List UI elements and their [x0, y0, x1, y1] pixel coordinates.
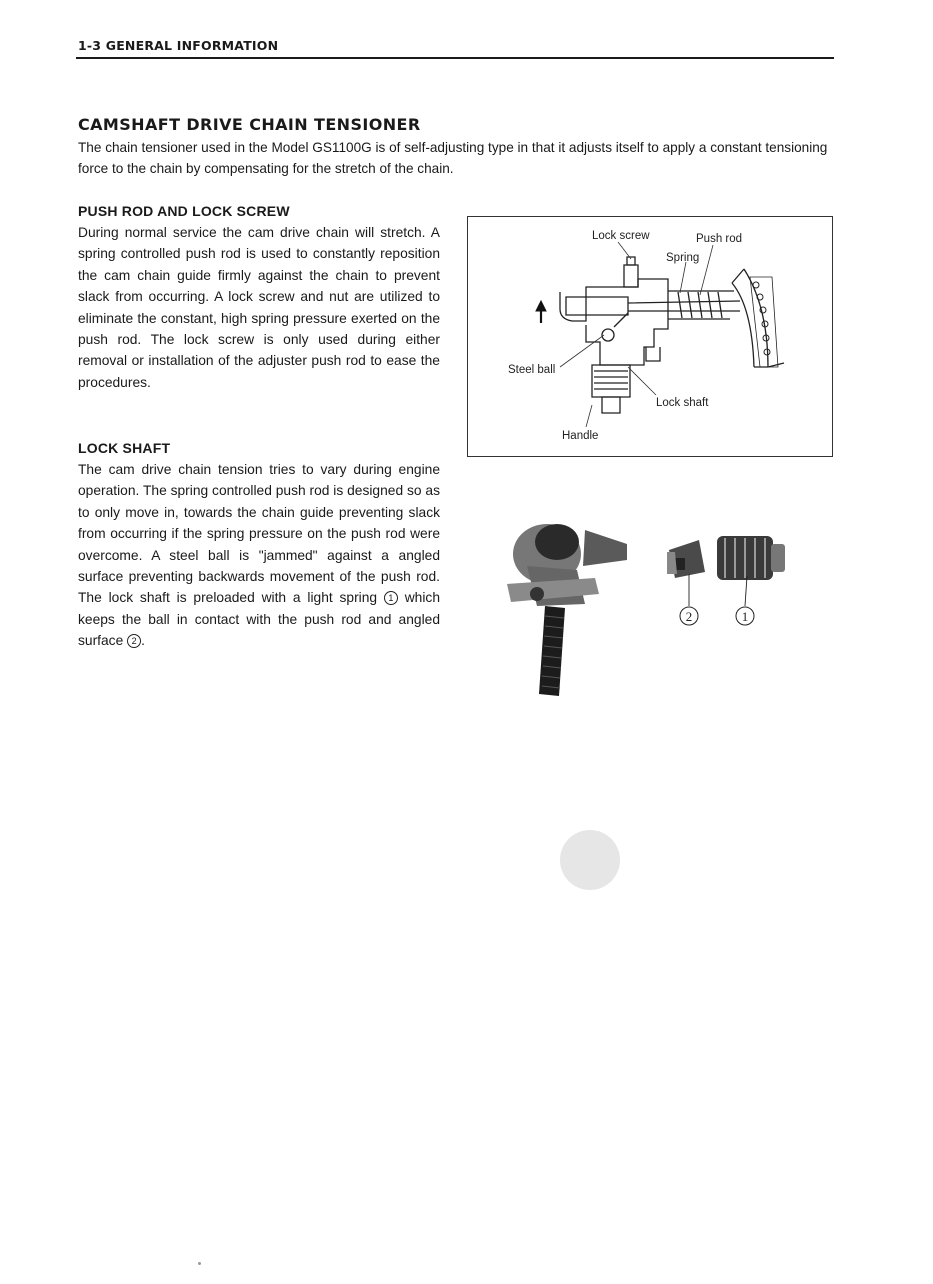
push-rod-paragraph: During normal service the cam drive chain will stretch. A spring controlled push rod is used to constantly reposition the cam chain guide firmly against the chain to prevent slack from occurring. A lock screw and nut are utilized to eliminate the constant, high spring pressure exerted on the push rod. The lock screw is only used during either removal or installation of the adjuster push rod to ease the procedures. — [78, 225, 440, 390]
label-spring: Spring — [666, 252, 700, 264]
spring-marker: 1 — [384, 591, 398, 605]
label-handle: Handle — [562, 430, 599, 442]
lock-shaft-text-1: The cam drive chain tension tries to vary during engine operation. The spring controlled push rod is designed so as to only move in, towards the chain guide preventing slack from occurring if the spring pressure on the push rod were overcome. A steel ball is "jammed" against a angled surface preventing backwards movement of the push rod. The lock shaft is preloaded with a light spring — [78, 462, 440, 606]
tensioner-cross-section — [468, 217, 832, 456]
angled-surface-marker: 2 — [127, 634, 141, 648]
push-rod-heading: PUSH ROD AND LOCK SCREW — [78, 203, 290, 219]
label-lock-shaft: Lock shaft — [656, 397, 709, 409]
lock-shaft-text-end: . — [141, 633, 145, 649]
photo-callout-2: 2 — [685, 609, 693, 624]
scan-speck — [198, 1262, 201, 1265]
tensioner-parts-photo — [467, 474, 831, 724]
lock-shaft-heading: LOCK SHAFT — [78, 440, 171, 456]
section-title: CAMSHAFT DRIVE CHAIN TENSIONER — [78, 115, 421, 134]
label-push-rod: Push rod — [696, 233, 743, 245]
tensioner-photo — [467, 474, 831, 724]
page-header-title: 1-3 GENERAL INFORMATION — [78, 38, 279, 53]
label-lock-screw: Lock screw — [592, 230, 650, 242]
lock-shaft-paragraph — [78, 459, 440, 652]
lock-shaft-text-2: which keeps the ball in contact with the push rod and angled surface — [78, 590, 440, 649]
photo-callout-1: 1 — [741, 609, 749, 624]
label-steel-ball: Steel ball — [508, 364, 556, 376]
tensioner-diagram — [467, 216, 833, 457]
scan-speck — [560, 830, 620, 890]
header-rule — [76, 57, 834, 59]
intro-paragraph: The chain tensioner used in the Model GS1100G is of self-adjusting type in that it adjusts itself to apply a constant tensioning force to the chain by compensating for the stretch of the chain. — [78, 140, 828, 176]
